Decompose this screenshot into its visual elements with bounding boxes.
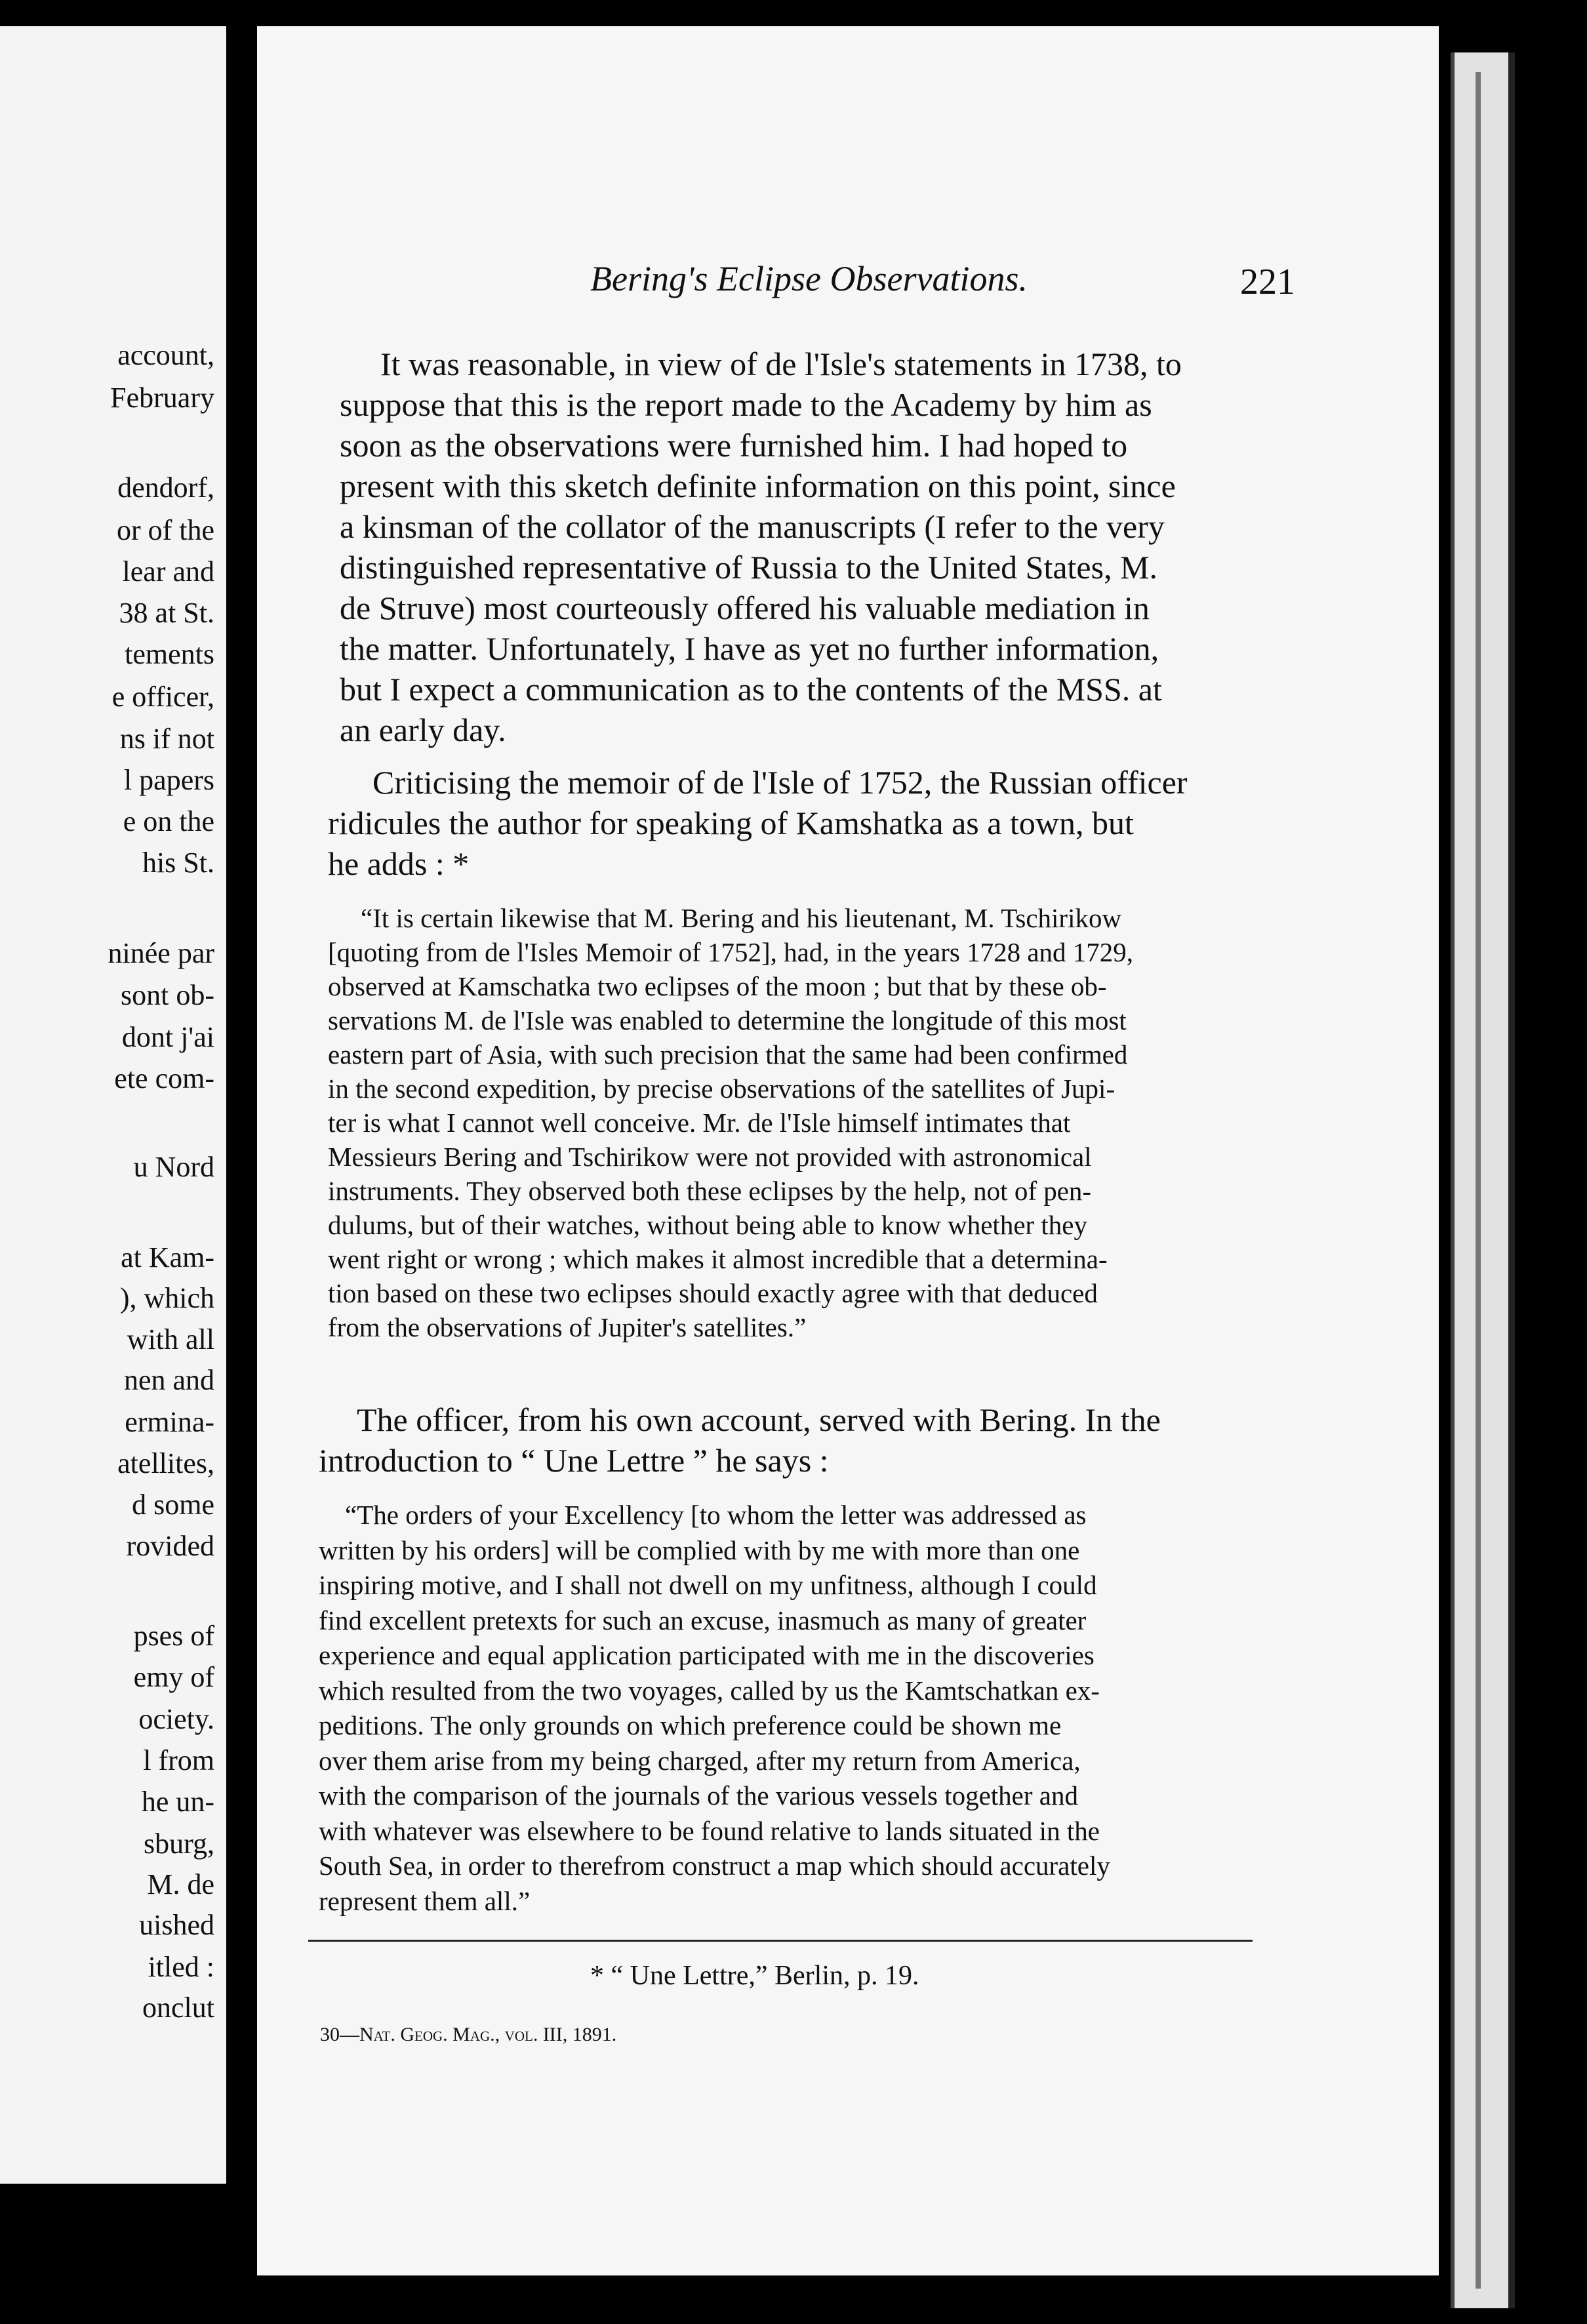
text-line: soon as the observations were furnished him. I had hoped to <box>340 427 1128 464</box>
running-title: Bering's Eclipse Observations. <box>590 259 1028 298</box>
left-page-line: rovided <box>126 1530 214 1562</box>
left-page-line: his St. <box>142 847 214 879</box>
left-page-line: dendorf, <box>117 471 214 504</box>
left-page-line: l papers <box>123 764 214 796</box>
text-line: the matter. Unfortunately, I have as yet no further information, <box>340 630 1159 667</box>
text-line: but I expect a communication as to the contents of the MSS. at <box>340 671 1162 708</box>
text-line: experience and equal application participated with me in the discoveries <box>319 1640 1095 1670</box>
text-line: suppose that this is the report made to the Academy by him as <box>340 386 1152 423</box>
text-line: which resulted from the two voyages, called by us the Kamtschatkan ex- <box>319 1675 1100 1706</box>
text-line: servations M. de l'Isle was enabled to determine the longitude of this most <box>328 1005 1127 1035</box>
text-line: written by his orders] will be complied with by me with more than one <box>319 1534 1080 1565</box>
text-line: a kinsman of the collator of the manuscripts (I refer to the very <box>340 508 1165 545</box>
text-line: inspiring motive, and I shall not dwell on my unfitness, although I could <box>319 1570 1097 1600</box>
text-line: present with this sketch definite information on this point, since <box>340 468 1176 504</box>
text-line: he adds : * <box>328 845 470 882</box>
text-line: ridicules the author for speaking of Kamshatka as a town, but <box>328 805 1134 841</box>
running-head <box>328 256 1295 308</box>
footnote-rule <box>308 1940 1253 1942</box>
left-page-line: tements <box>125 638 214 670</box>
text-line: introduction to “ Une Lettre ” he says : <box>319 1442 829 1479</box>
text-line: instruments. They observed both these eclipses by the help, not of pen- <box>328 1176 1092 1206</box>
text-line: with the comparison of the journals of the various vessels together and <box>319 1780 1078 1811</box>
text-line: from the observations of Jupiter's satellites.” <box>328 1312 807 1342</box>
left-page-line: ns if not <box>119 723 214 755</box>
signature-line: 30—Nat. Geog. Mag., vol. III, 1891. <box>320 2024 617 2045</box>
left-page-line: e officer, <box>111 681 214 713</box>
left-page-line: pses of <box>133 1620 214 1652</box>
left-page-line: e on the <box>123 805 214 837</box>
text-line: ter is what I cannot well conceive. Mr. de l'Isle himself intimates that <box>328 1108 1071 1138</box>
left-page-line: nen and <box>123 1364 214 1396</box>
footnote: * “ Une Lettre,” Berlin, p. 19. <box>590 1961 919 1991</box>
left-page-line: itled : <box>148 1951 214 1983</box>
text-line: in the second expedition, by precise observations of the satellites of Jupi- <box>328 1073 1115 1104</box>
left-page-line: l from <box>143 1744 214 1776</box>
left-page-line: dont j'ai <box>121 1021 214 1053</box>
text-line: observed at Kamschatka two eclipses of the moon ; but that by these ob- <box>328 971 1107 1001</box>
left-page-line: atellites, <box>117 1447 214 1479</box>
left-page-line: with all <box>127 1323 214 1355</box>
left-page-line: 38 at St. <box>119 597 214 629</box>
text-line: an early day. <box>340 711 506 748</box>
left-page-line: u Nord <box>133 1151 214 1183</box>
text-line: with whatever was elsewhere to be found relative to lands situated in the <box>319 1815 1100 1846</box>
left-page-line: emy of <box>133 1661 214 1693</box>
text-line: It was reasonable, in view of de l'Isle's statements in 1738, to <box>380 346 1182 382</box>
text-line: represent them all.” <box>319 1885 531 1916</box>
page-number: 221 <box>1240 262 1295 302</box>
left-page-line: lear and <box>122 555 214 588</box>
text-line: dulums, but of their watches, without being able to know whether they <box>328 1210 1088 1240</box>
left-page-line: d some <box>132 1489 214 1521</box>
left-page-line: ermina- <box>125 1406 214 1438</box>
text-line: over them arise from my being charged, after my return from America, <box>319 1745 1081 1776</box>
left-page-line: ninée par <box>108 937 214 969</box>
text-line: “It is certain likewise that M. Bering and his lieutenant, M. Tschirikow <box>361 903 1122 933</box>
left-page-line: sont ob- <box>121 979 214 1011</box>
text-line: [quoting from de l'Isles Memoir of 1752], had, in the years 1728 and 1729, <box>328 937 1134 967</box>
page-edge-shadow <box>1476 72 1481 2289</box>
left-page-line: he un- <box>141 1786 214 1818</box>
text-line: Criticising the memoir of de l'Isle of 1752, the Russian officer <box>372 764 1188 801</box>
page-edge-right <box>1451 52 1515 2308</box>
text-line: distinguished representative of Russia to the United States, M. <box>340 549 1158 586</box>
left-page-line: February <box>110 382 214 414</box>
left-page-line: ociety. <box>138 1703 214 1735</box>
text-line: “The orders of your Excellency [to whom the letter was addressed as <box>345 1500 1087 1530</box>
left-page-line: or of the <box>116 514 214 546</box>
text-line: The officer, from his own account, served with Bering. In the <box>357 1401 1161 1438</box>
text-line: peditions. The only grounds on which preference could be shown me <box>319 1710 1062 1740</box>
left-page-line: account, <box>117 339 214 371</box>
left-page-line: at Kam- <box>121 1241 214 1273</box>
text-line: tion based on these two eclipses should exactly agree with that deduced <box>328 1278 1098 1308</box>
text-line: de Struve) most courteously offered his valuable mediation in <box>340 590 1150 626</box>
text-line: Messieurs Bering and Tschirikow were not provided with astronomical <box>328 1142 1092 1172</box>
left-page-line: uished <box>139 1909 214 1941</box>
text-line: eastern part of Asia, with such precision that the same had been confirmed <box>328 1039 1128 1070</box>
text-line: South Sea, in order to therefrom construct a map which should accurately <box>319 1851 1110 1881</box>
left-page-line: M. de <box>147 1868 214 1900</box>
left-facing-page <box>0 26 226 2184</box>
left-page-line: onclut <box>142 1992 214 2024</box>
left-page-line: sburg, <box>144 1828 214 1860</box>
left-page-line: ), which <box>119 1282 214 1314</box>
left-page-line: ete com- <box>114 1062 214 1094</box>
text-line: went right or wrong ; which makes it almost incredible that a determina- <box>328 1244 1108 1274</box>
text-line: find excellent pretexts for such an excuse, inasmuch as many of greater <box>319 1605 1087 1635</box>
